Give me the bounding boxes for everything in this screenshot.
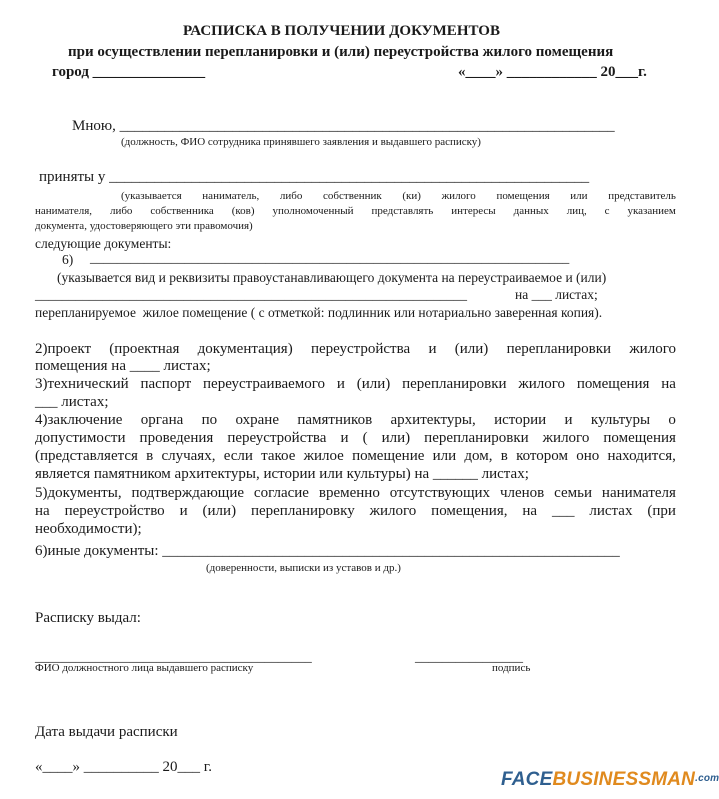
item4-line-4: является памятником архитектуры, истории или культуры) на ______ листах;	[35, 466, 529, 482]
watermark-part-2: BUSINESSMAN	[552, 768, 696, 790]
receiver-hint: (должность, ФИО сотрудника принявшего заявления и выдавшего расписку)	[121, 136, 481, 148]
item1-blank: ________________________________________________________________	[35, 287, 467, 302]
item3-line-2: ___ листах;	[35, 394, 109, 410]
issue-date-value: «____» __________ 20___ г.	[35, 759, 212, 775]
document-title: РАСПИСКА В ПОЛУЧЕНИИ ДОКУМЕНТОВ	[183, 23, 500, 39]
from-hint-line-3: документа, удостоверяющего эти правомочия)	[35, 220, 253, 232]
item6-line: 6)иные документы: _____________________________________________________________	[35, 543, 620, 559]
watermark-part-3: .com	[695, 773, 719, 784]
watermark-part-1: FACE	[501, 768, 553, 790]
fio-line: _________________________________________	[35, 649, 312, 664]
item1-tail: перепланируемое жилое помещение ( с отметкой: подлинник или нотариально заверенная копия).	[35, 305, 603, 320]
document-subtitle: при осуществлении перепланировки и (или) переустройства жилого помещения	[68, 44, 614, 60]
documents-intro: следующие документы:	[35, 236, 172, 251]
item1-sheets: на ___ листах;	[515, 287, 598, 302]
item1-hint: (указывается вид и реквизиты правоустанавливающего документа на переустраиваемое и (или)	[57, 270, 607, 285]
from-line: приняты у ________________________________________________________________	[39, 169, 590, 185]
from-hint-line-1: (указывается наниматель, либо собственник (ки) жилого помещения или представитель	[121, 190, 676, 202]
item1-number: 6)	[62, 252, 74, 267]
from-hint-line-2: нанимателя, либо собственника (ков) уполномоченный представлять интересы данных лиц, с указанием	[35, 205, 676, 217]
item2-line-1: 2)проект (проектная документация) переустройства и (или) перепланировки жилого	[35, 341, 676, 357]
item3-line-1: 3)технический паспорт переустраиваемого и (или) перепланировки жилого помещения на	[35, 376, 676, 392]
item5-line-1: 5)документы, подтверждающие согласие временно отсутствующих членов семьи нанимателя	[35, 485, 676, 501]
receiver-line: Мною, __________________________________________________________________	[72, 118, 615, 134]
sign-line: ________________	[415, 649, 523, 664]
watermark-logo	[501, 764, 719, 794]
issued-by-label: Расписку выдал:	[35, 610, 141, 626]
date-field: «____» ____________ 20___г.	[458, 64, 647, 80]
item2-line-2: помещения на ____ листах;	[35, 358, 211, 374]
item4-line-1: 4)заключение органа по охране памятников архитектуры, истории и культуры о	[35, 412, 676, 428]
sign-label: подпись	[492, 662, 531, 674]
item5-line-2: на переустройство и (или) перепланировку жилого помещения, на ___ листах (при	[35, 503, 676, 519]
item1-line: _______________________________________________________________________	[90, 250, 570, 265]
issue-date-label: Дата выдачи расписки	[35, 724, 178, 740]
item4-line-2: допустимости проведения переустройства и ( или) перепланировки жилого помещения	[35, 430, 676, 446]
item4-line-3: (представляется в случаях, если такое жилое помещение или дом, в котором оно находится,	[35, 448, 676, 464]
item6-hint: (доверенности, выписки из уставов и др.)	[206, 562, 401, 574]
fio-label: ФИО должностного лица выдавшего расписку	[35, 662, 254, 674]
item5-line-3: необходимости);	[35, 521, 142, 537]
city-field: город _______________	[52, 64, 206, 80]
